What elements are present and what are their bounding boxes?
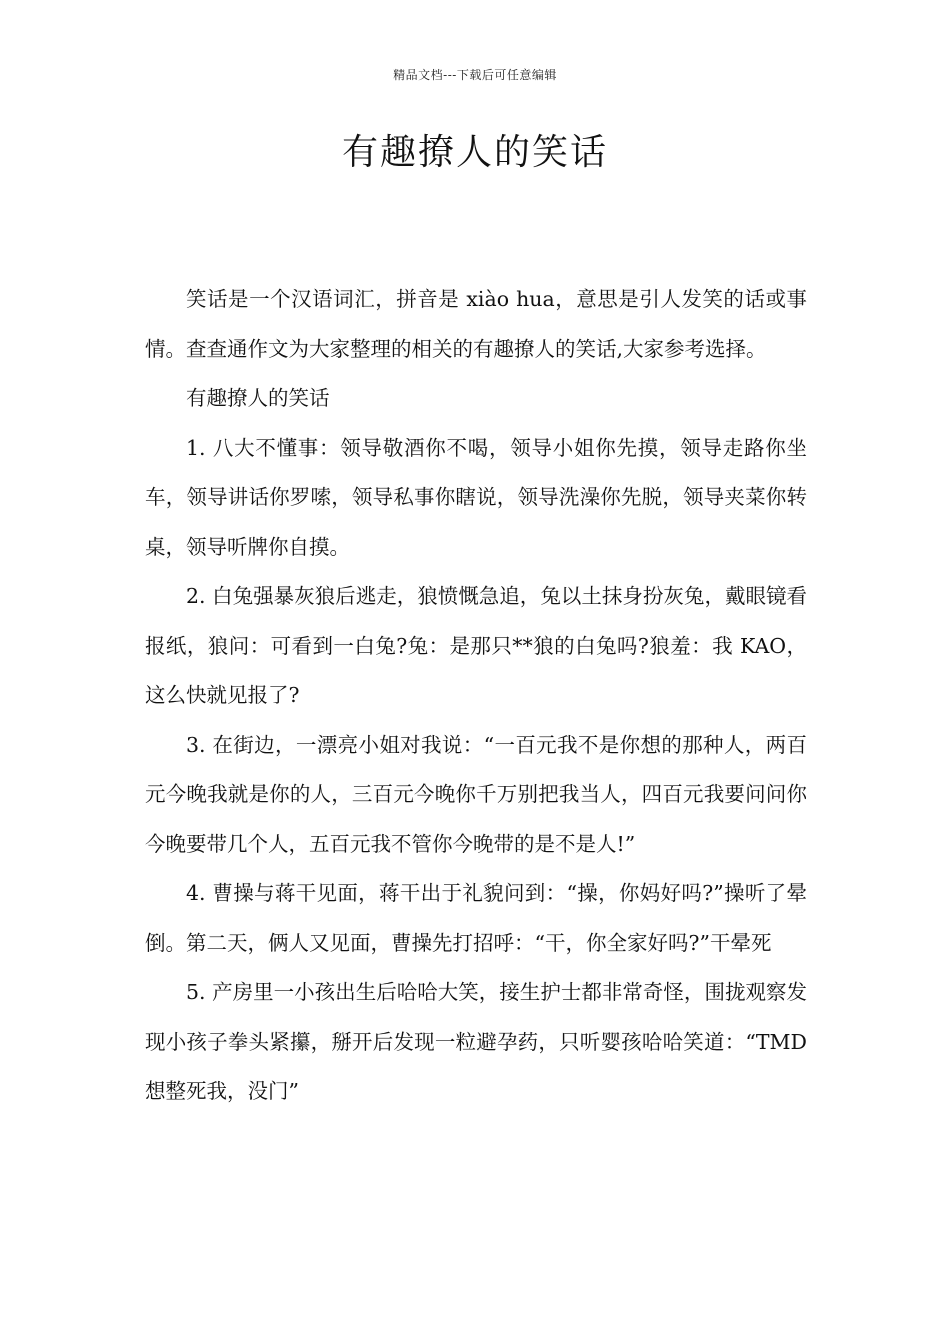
document-title: 有趣撩人的笑话: [341, 132, 608, 173]
joke-paragraph-3: 3. 在街边，一漂亮小姐对我说：“一百元我不是你想的那种人，两百元今晚我就是你的人，三百元今晚你千万别把我当人，四百元我要问问你今晚要带几个人，五百元我不管你今晚带的是不是人!”: [145, 732, 807, 856]
joke-paragraph-4: 4. 曹操与蒋干见面，蒋干出于礼貌问到：“操，你妈好吗?”操听了晕倒。第二天，俩人又见面，曹操先打招呼：“干，你全家好吗?”干晕死: [145, 881, 807, 955]
section-heading: 有趣撩人的笑话: [186, 386, 330, 410]
intro-paragraph: 笑话是一个汉语词汇，拼音是 xiào hua，意思是引人发笑的话或事情。查查通作文为大家整理的相关的有趣撩人的笑话,大家参考选择。: [145, 287, 807, 361]
header-note: 精品文档---下载后可任意编辑: [393, 68, 557, 82]
joke-paragraph-2: 2. 白兔强暴灰狼后逃走，狼愤慨急追，兔以土抹身扮灰兔，戴眼镜看报纸，狼问：可看到一白兔?兔：是那只**狼的白兔吗?狼羞：我 KAO，这么快就见报了?: [145, 584, 807, 707]
document-body: [145, 275, 807, 1117]
joke-paragraph-5: 5. 产房里一小孩出生后哈哈大笑，接生护士都非常奇怪，围拢观察发现小孩子拳头紧攥，掰开后发现一粒避孕药，只听婴孩哈哈笑道：“TMD 想整死我，没门”: [145, 980, 807, 1103]
joke-paragraph-1: 1. 八大不懂事：领导敬酒你不喝，领导小姐你先摸，领导走路你坐车，领导讲话你罗嗦，领导私事你瞎说，领导洗澡你先脱，领导夹菜你转桌，领导听牌你自摸。: [145, 435, 807, 559]
